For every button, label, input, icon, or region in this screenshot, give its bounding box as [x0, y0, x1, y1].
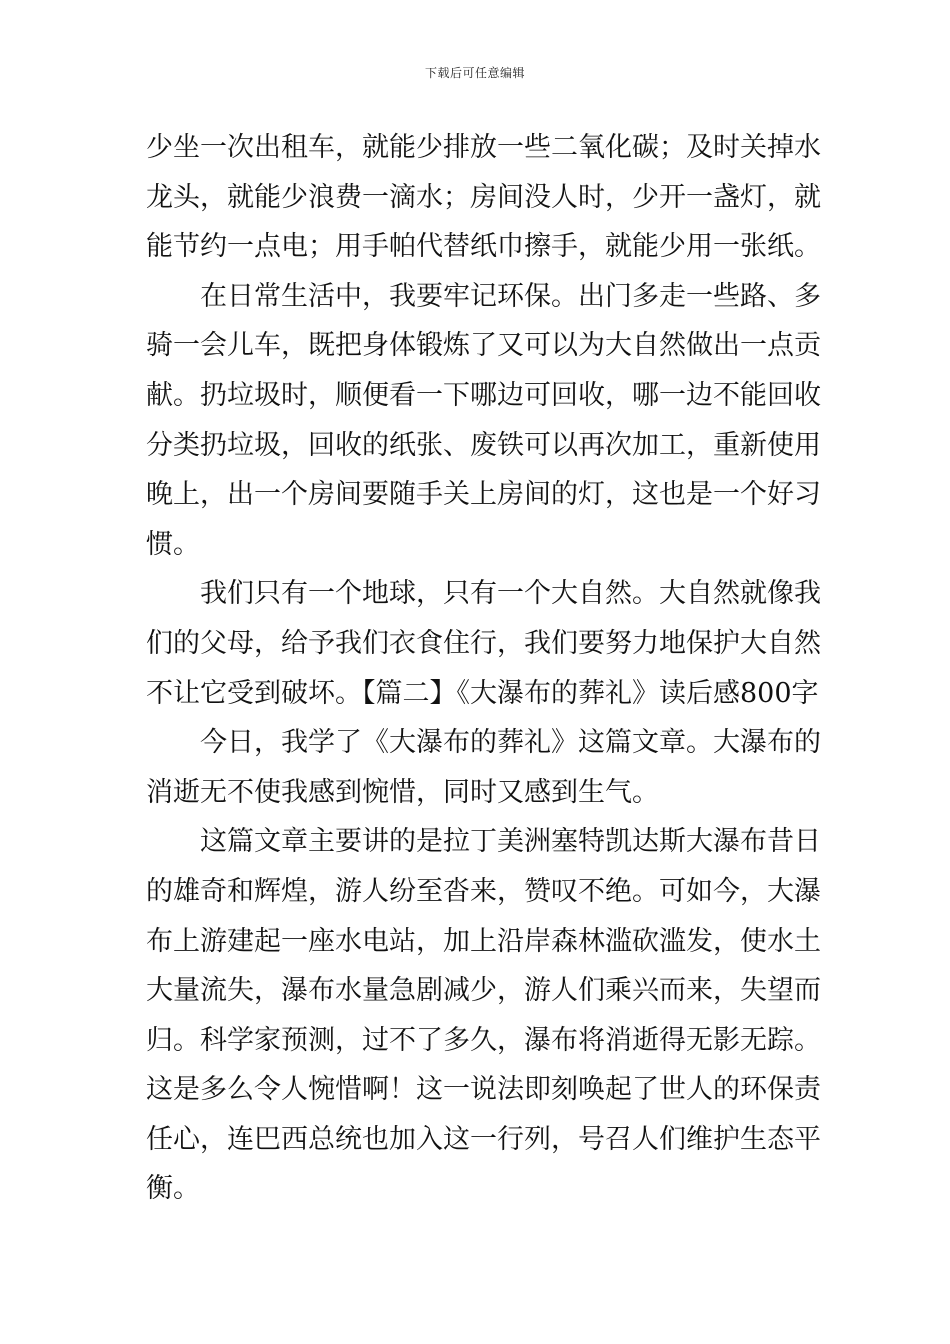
text-line: 献。扔垃圾时，顺便看一下哪边可回收，哪一边不能回收	[146, 379, 821, 411]
text-line: 大量流失，瀑布水量急剧减少，游人们乘兴而来，失望而	[146, 975, 821, 1007]
text-line: 衡。	[146, 1173, 200, 1205]
text-line: 任心，连巴西总统也加入这一行列，号召人们维护生态平	[146, 1123, 821, 1155]
text-line: 的雄奇和辉煌，游人纷至沓来，赞叹不绝。可如今，大瀑	[146, 875, 821, 907]
text-line: 消逝无不使我感到惋惜，同时又感到生气。	[146, 776, 659, 808]
text-line: 分类扔垃圾，回收的纸张、废铁可以再次加工，重新使用	[146, 429, 821, 461]
page-header: 下载后可任意编辑	[424, 66, 525, 80]
text-line: 少坐一次出租车，就能少排放一些二氧化碳；及时关掉水	[146, 132, 821, 163]
text-line: 龙头，就能少浪费一滴水；房间没人时，少开一盏灯，就	[146, 181, 821, 213]
text-line: 晚上，出一个房间要随手关上房间的灯，这也是一个好习	[146, 479, 821, 511]
text-line: 能节约一点电；用手帕代替纸巾擦手，就能少用一张纸。	[146, 231, 821, 263]
text-line: 惯。	[146, 528, 200, 560]
text-line: 不让它受到破坏。【篇二】《大瀑布的葬礼》读后感800字	[146, 677, 819, 709]
paragraph-start-line: 在日常生活中，我要牢记环保。出门多走一些路、多	[200, 280, 821, 312]
paragraph-start-line: 今日，我学了《大瀑布的葬礼》这篇文章。大瀑布的	[200, 727, 821, 759]
document-body	[146, 123, 821, 1214]
text-line: 归。科学家预测，过不了多久，瀑布将消逝得无影无踪。	[146, 1024, 821, 1056]
text-line: 布上游建起一座水电站，加上沿岸森林滥砍滥发，使水土	[146, 925, 821, 957]
text-line: 这是多么令人惋惜啊！这一说法即刻唤起了世人的环保责	[146, 1074, 821, 1106]
paragraph-start-line: 这篇文章主要讲的是拉丁美洲塞特凯达斯大瀑布昔日	[200, 826, 821, 858]
paragraph-start-line: 我们只有一个地球，只有一个大自然。大自然就像我	[200, 578, 821, 610]
text-line: 们的父母，给予我们衣食住行，我们要努力地保护大自然	[146, 627, 821, 659]
text-line: 骑一会儿车，既把身体锻炼了又可以为大自然做出一点贡	[146, 330, 821, 362]
